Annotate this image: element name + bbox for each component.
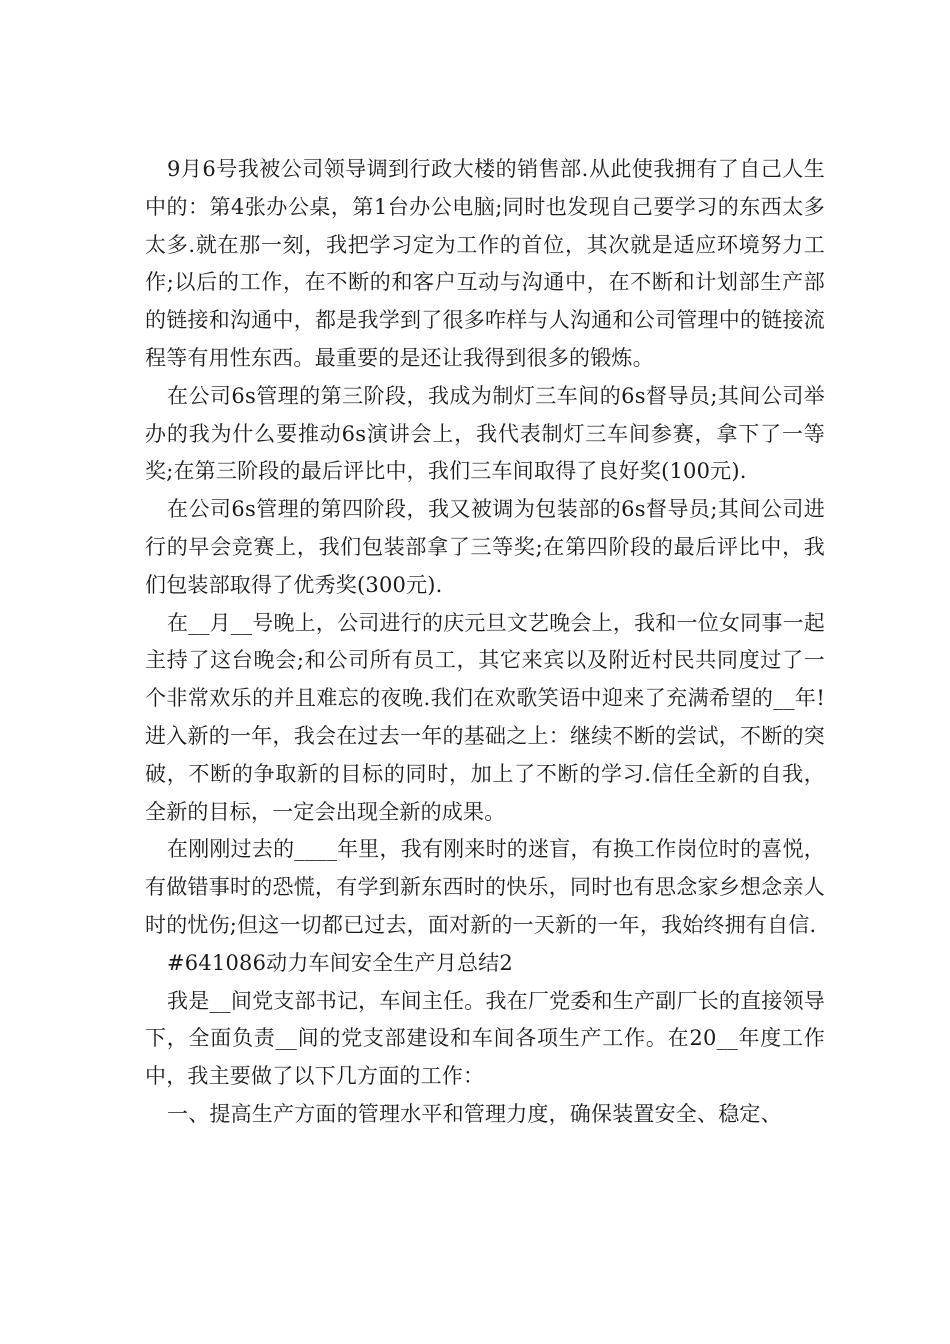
paragraph-new-year-gala: 在__月__号晚上，公司进行的庆元旦文艺晚会上，我和一位女同事一起主持了这台晚会;和公司所有员工，其它来宾以及附近村民共同度过了一个非常欢乐的并且难忘的夜晚.我们在欢歌笑语中迎来了充满希望的__年!进入新的一年，我会在过去一年的基础之上：继续不断的尝试，不断的突破，不断的争取新的目标的同时，加上了不断的学习.信任全新的自我，全新的目标，一定会出现全新的成果。	[145, 610, 825, 824]
paragraph-sales-transfer: 9月6号我被公司领导调到行政大楼的销售部.从此使我拥有了自己人生中的：第4张办公桌，第1台办公电脑;同时也发现自己要学习的东西太多太多.就在那一刻，我把学习定为工作的首位，其次就是适应环境努力工作;以后的工作，在不断的和客户互动与沟通中，在不断和计划部生产部的链接和沟通中，都是我学到了很多咋样与人沟通和公司管理中的链接流程等有用性东西。最重要的是还让我得到很多的锻炼。	[145, 157, 825, 370]
paragraph-item-one: 一、提高生产方面的管理水平和管理力度，确保装置安全、稳定、	[167, 1101, 782, 1126]
document-body	[145, 151, 825, 1134]
section-heading: #641086动力车间安全生产月总结2	[167, 950, 513, 975]
paragraph-6s-stage-three: 在公司6s管理的第三阶段，我成为制灯三车间的6s督导员;其间公司举办的我为什么要推动6s演讲会上，我代表制灯三车间参赛，拿下了一等奖;在第三阶段的最后评比中，我们三车间取得了良好奖(100元).	[145, 383, 825, 484]
paragraph-party-secretary: 我是__间党支部书记，车间主任。我在厂党委和生产副厂长的直接领导下，全面负责__间的党支部建设和车间各项生产工作。在20__年度工作中，我主要做了以下几方面的工作：	[145, 988, 825, 1089]
paragraph-year-reflection: 在刚刚过去的____年里，我有刚来时的迷盲，有换工作岗位时的喜悦，有做错事时的恐慌，有学到新东西时的快乐，同时也有思念家乡想念亲人时的忧伤;但这一切都已过去，面对新的一天新的一年，我始终拥有自信.	[145, 837, 825, 937]
paragraph-6s-stage-four: 在公司6s管理的第四阶段，我又被调为包装部的6s督导员;其间公司进行的早会竞赛上，我们包装部拿了三等奖;在第四阶段的最后评比中，我们包装部取得了优秀奖(300元).	[145, 497, 825, 597]
